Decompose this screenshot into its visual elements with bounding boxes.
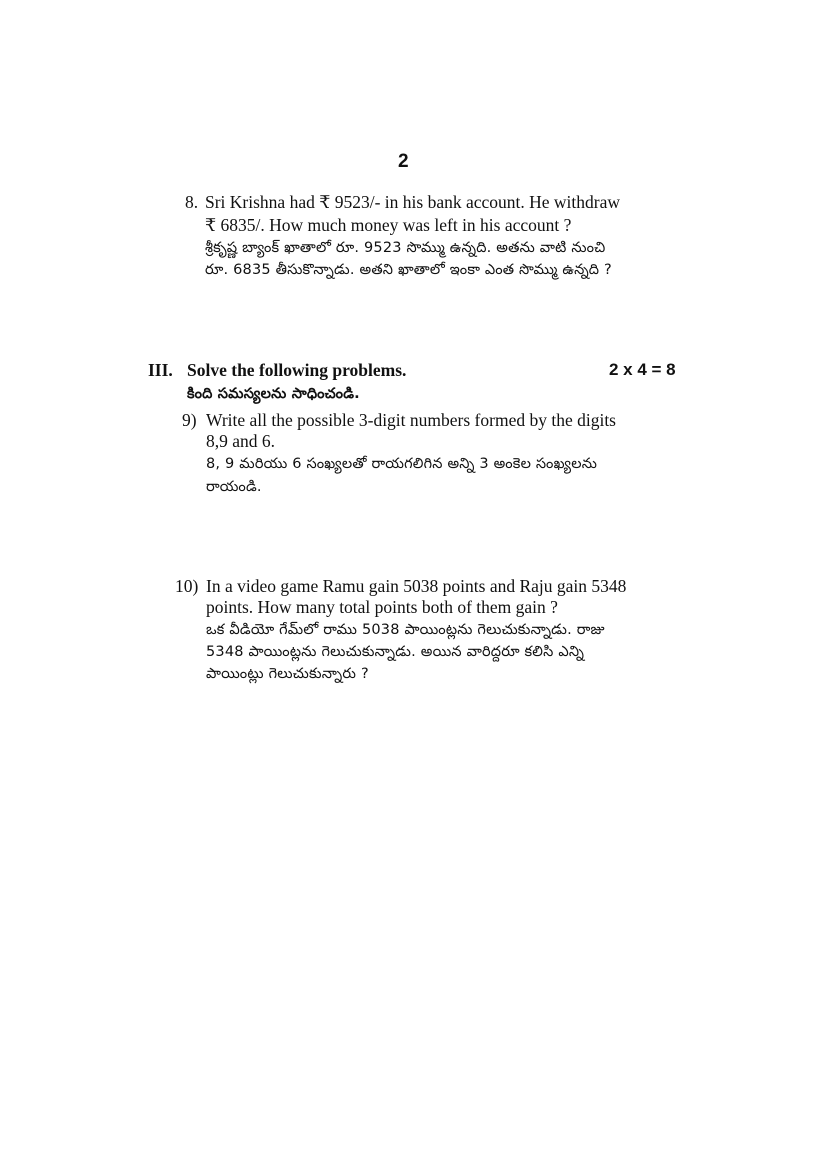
question-text-te: రూ. 6835 తీసుకొన్నాడు. అతని ఖాతాలో ఇంకా ఎంత సొమ్ము ఉన్నది ? bbox=[205, 262, 612, 278]
question-text-en: Write all the possible 3-digit numbers formed by the digits bbox=[206, 410, 616, 430]
question-text-en: In a video game Ramu gain 5038 points and Raju gain 5348 bbox=[206, 576, 627, 596]
question-text-en: Sri Krishna had ₹ 9523/- in his bank account. He withdraw bbox=[205, 192, 621, 212]
question-text-te: ఒక వీడియో గేమ్‌లో రాము 5038 పాయింట్లను గెలుచుకున్నాడు. రాజు bbox=[206, 622, 605, 638]
page-number: 2 bbox=[398, 151, 409, 172]
question-text-en: ₹ 6835/. How much money was left in his account ? bbox=[205, 215, 572, 235]
section-heading: Solve the following problems. bbox=[187, 360, 407, 380]
section-heading-te: కింది సమస్యలను సాధించండి. bbox=[187, 386, 360, 402]
question-number: 9) bbox=[182, 410, 197, 430]
question-text-te: 8, 9 మరియు 6 సంఖ్యలతో రాయగలిగిన అన్ని 3 అంకెల సంఖ్యలను bbox=[206, 456, 598, 472]
question-text-te: రాయండి. bbox=[206, 479, 262, 495]
question-number: 8. bbox=[185, 192, 199, 212]
question-text-te: శ్రీకృష్ణ బ్యాంక్ ఖాతాలో రూ. 9523 సొమ్ము ఉన్నది. అతను వాటి నుంచి bbox=[205, 240, 606, 256]
question-text-en: 8,9 and 6. bbox=[206, 431, 276, 451]
question-text-te: 5348 పాయింట్లను గెలుచుకున్నాడు. అయిన వారిద్దరూ కలిసి ఎన్ని bbox=[206, 644, 585, 660]
question-number: 10) bbox=[175, 576, 199, 596]
section-numeral: III. bbox=[148, 360, 173, 380]
question-text-te: పాయింట్లు గెలుచుకున్నారు ? bbox=[206, 666, 369, 682]
question-text-en: points. How many total points both of them gain ? bbox=[206, 597, 558, 617]
section-marks: 2 x 4 = 8 bbox=[609, 360, 676, 379]
